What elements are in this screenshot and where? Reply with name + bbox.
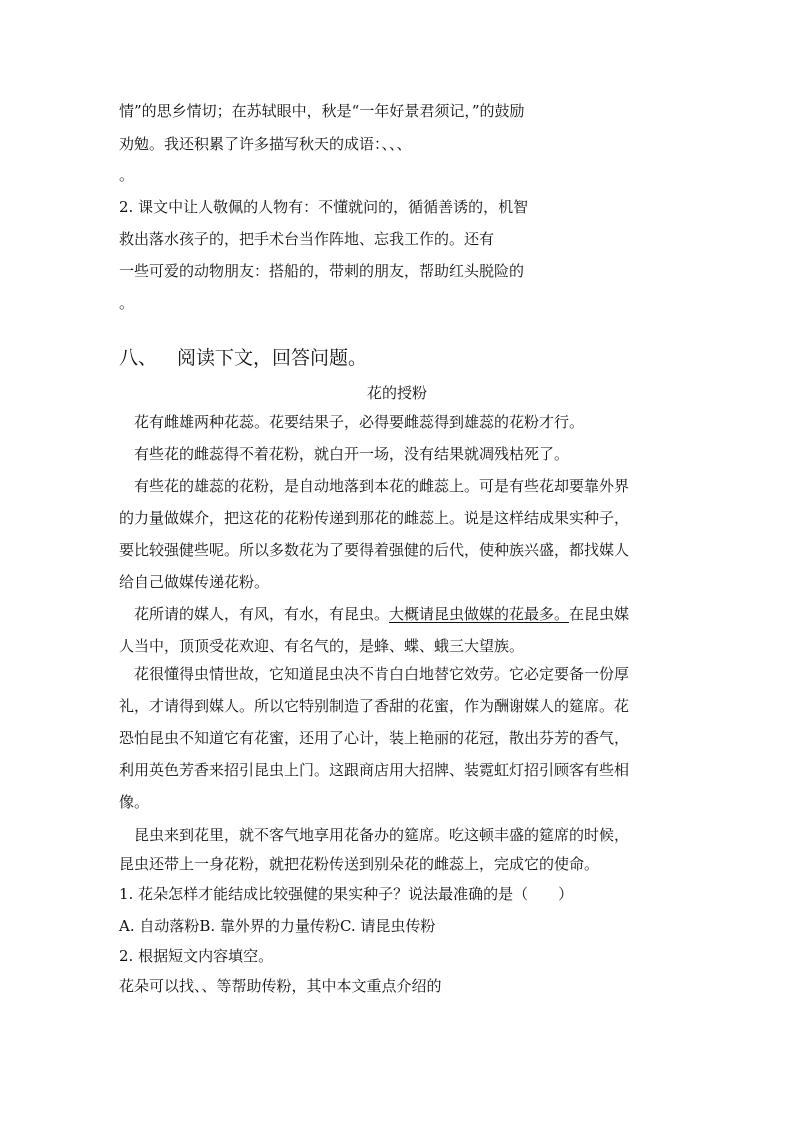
question-1-options — [119, 916, 435, 936]
text-segment: 花所请的媒人，有风，有水，有昆虫。 — [134, 605, 390, 623]
text-segment: 情”的思乡情切；在苏轼眼中，秋是“一年好景君须记， — [119, 102, 472, 120]
separator: 、 — [381, 135, 390, 153]
text-segment: 一些可爱的动物朋友：搭船的 — [119, 262, 315, 280]
text-segment: ，带刺的朋友 — [314, 262, 405, 280]
fill-line-2 — [119, 134, 412, 154]
separator: ， — [393, 198, 409, 216]
paragraph-line: 昆虫来到花里，就不客气地享用花备办的筵席。吃这顿丰盛的筵席的时候， — [134, 826, 630, 844]
fill-line-5 — [119, 229, 494, 249]
separator: 、 — [201, 977, 217, 995]
section-heading — [119, 346, 367, 370]
paragraph-line: 像。 — [119, 793, 150, 811]
text-segment: 。还有 — [449, 230, 495, 248]
underlined-sentence: 大概请昆虫做媒的花最多。 — [389, 605, 570, 623]
question-2: 2. 根据短文内容填空。 — [119, 947, 274, 965]
fill-line-4 — [119, 197, 528, 217]
passage-title: 花的授粉 — [366, 384, 427, 402]
text-segment: 。 — [119, 294, 135, 312]
text-segment: 在昆虫媒 — [569, 605, 630, 623]
fill-line-6 — [119, 261, 524, 281]
separator: ， — [483, 198, 499, 216]
option-c[interactable]: C. 请昆虫传粉 — [339, 917, 436, 935]
option-a[interactable]: A. 自动落粉 — [119, 917, 200, 935]
paragraph-line: 人当中，顶顶受花欢迎、有名气的，是蜂、蝶、蛾三大望族。 — [119, 637, 525, 655]
paragraph-line: 有些花的雌蕊得不着花粉，就白开一场，没有结果就凋残枯死了。 — [134, 445, 570, 463]
section-title: 阅读下文，回答问题。 — [177, 347, 368, 369]
paragraph-line: 花有雌雄两种花蕊。花要结果子，必得要雌蕊得到雄蕊的花粉才行。 — [134, 413, 585, 431]
paragraph-line: 要比较强健些呢。所以多数花为了要得着强健的后代，使种族兴盛，都找媒人 — [119, 541, 630, 559]
paragraph-line: 花很懂得虫情世故，它知道昆虫决不肯白白地替它效劳。它必定要备一份厚 — [134, 665, 630, 683]
text-segment: 。 — [119, 166, 135, 184]
text-segment: ，帮助红头脱险的 — [404, 262, 525, 280]
separator: 、 — [396, 135, 412, 153]
fill-line-3 — [119, 165, 134, 185]
text-segment: 劝勉。我还积累了许多描写秋天的成语： — [119, 135, 382, 153]
paragraph-line: 恐怕昆虫不知道它有花蜜，还用了心计，装上艳丽的花冠，散出芬芳的香气， — [119, 729, 630, 747]
separator: 、 — [194, 977, 202, 995]
text-segment: 2. 课文中让人敬佩的人物有：不懂就问的 — [119, 198, 394, 216]
paragraph-line: 有些花的雄蕊的花粉，是自动地落到本花的雌蕊上。可是有些花却要靠外界 — [134, 477, 630, 495]
fill-line-7 — [119, 293, 134, 313]
text-segment: 循循善诱的 — [408, 198, 484, 216]
section-number: 八、 — [119, 347, 158, 369]
paragraph-line — [134, 604, 629, 624]
option-b[interactable]: B. 靠外界的力量传粉 — [199, 917, 340, 935]
separator: 、 — [389, 135, 397, 153]
paragraph-line: 利用英色芳香来招引昆虫上门。这跟商店用大招牌、装霓虹灯招引顾客有些相 — [119, 761, 630, 779]
text-segment: 花朵可以找 — [119, 977, 195, 995]
text-segment: ”的鼓励 — [471, 102, 525, 120]
text-segment: 机智 — [498, 198, 529, 216]
text-segment: 等帮助传粉，其中本文重点介绍的 — [216, 977, 442, 995]
text-segment: 救出落水孩子的 — [119, 230, 225, 248]
question-2-fill — [119, 976, 442, 996]
text-segment: ，把手术台当作阵地、忘我工作的 — [224, 230, 450, 248]
question-1: 1. 花朵怎样才能结成比较强健的果实种子？说法最准确的是（ ） — [119, 885, 574, 903]
paragraph-line: 给自己做媒传递花粉。 — [119, 573, 270, 591]
fill-line-1 — [119, 101, 525, 121]
paragraph-line: 昆虫还带上一身花粉，就把花粉传送到别朵花的雌蕊上，完成它的使命。 — [119, 855, 600, 873]
paragraph-line: 礼，才请得到媒人。所以它特别制造了香甜的花蜜，作为酬谢媒人的筵席。花 — [119, 697, 630, 715]
paragraph-line: 的力量做媒介，把这花的花粉传递到那花的雌蕊上。说是这样结成果实种子， — [119, 509, 630, 527]
